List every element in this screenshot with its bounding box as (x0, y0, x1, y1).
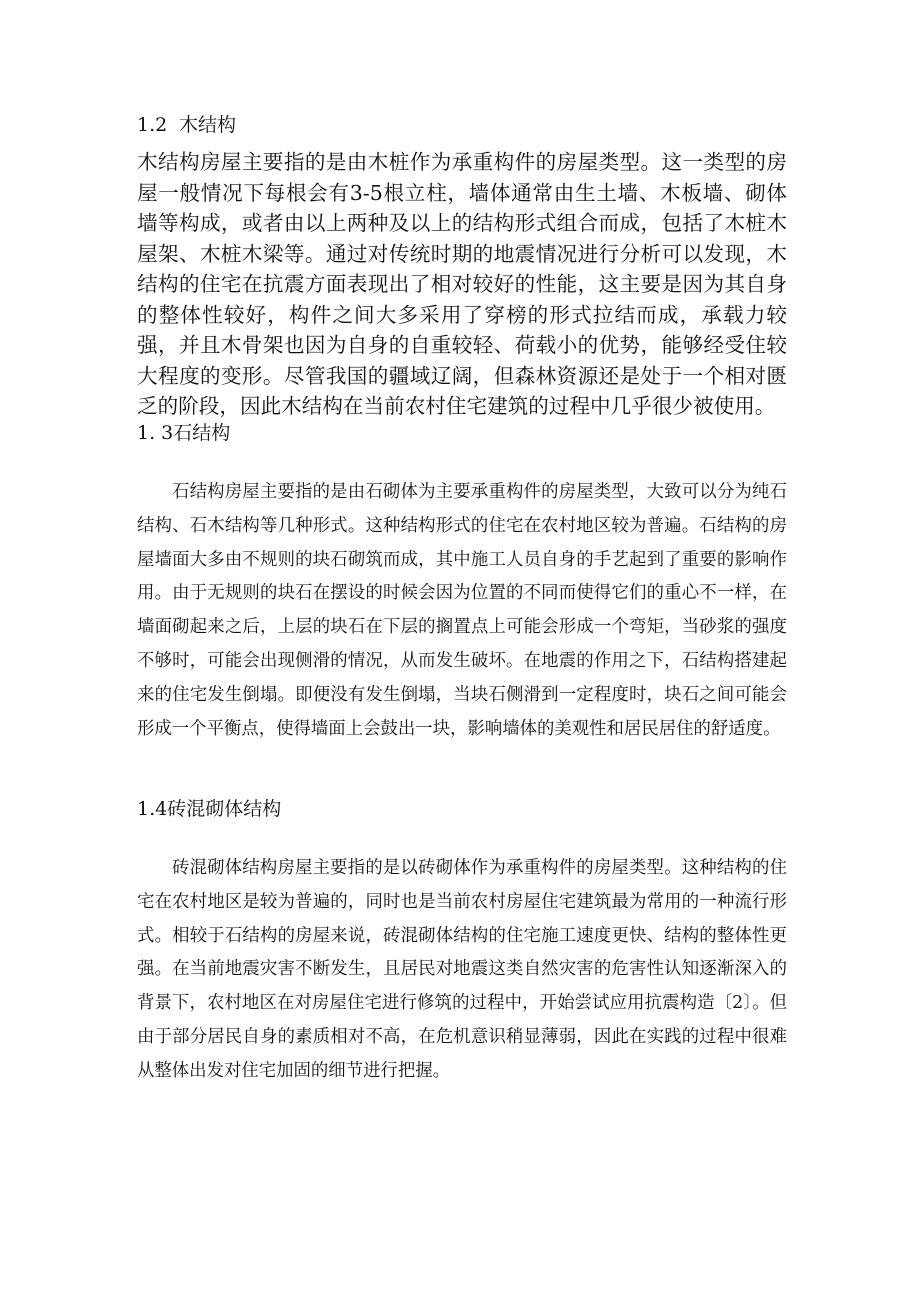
section-title: 木结构 (179, 114, 237, 136)
section-title: 砖混砌体结构 (167, 798, 282, 820)
section-body-1-3: 石结构房屋主要指的是由石砌体为主要承重构件的房屋类型，大致可以分为纯石结构、石木结构等几种形式。这种结构形式的住宅在农村地区较为普遍。石结构的房屋墙面大多由不规则的块石砌筑而成，其中施工人员自身的手艺起到了重要的影响作用。由于无规则的块石在摆设的时候会因为位置的不同而使得它们的重心不一样，在墙面砌起来之后，上层的块石在下层的搁置点上可能会形成一个弯矩，当砂浆的强度不够时，可能会出现侧滑的情况，从而发生破坏。在地震的作用之下，石结构搭建起来的住宅发生倒塌。即便没有发生倒塌，当块石侧滑到一定程度时，块石之间可能会形成一个平衡点，使得墙面上会鼓出一块，影响墙体的美观性和居民居住的舒适度。 (137, 482, 787, 739)
section-body-1-2: 木结构房屋主要指的是由木桩作为承重构件的房屋类型。这一类型的房屋一般情况下每根会有3-5根立柱，墙体通常由生土墙、木板墙、砌体墙等构成，或者由以上两种及以上的结构形式组合而成，包括了木桩木屋架、木桩木梁等。通过对传统时期的地震情况进行分析可以发现，木结构的住宅在抗震方面表现出了相对较好的性能，这主要是因为其自身的整体性较好，构件之间大多采用了穿榜的形式拉结而成，承载力较强，并且木骨架也因为自身的自重较轻、荷载小的优势，能够经受住较大程度的变形。尽管我国的疆域辽阔，但森林资源还是处于一个相对匮乏的阶段，因此木结构在当前农村住宅建筑的过程中几乎很少被使用。 (137, 150, 787, 418)
section-heading-1-4 (137, 797, 281, 821)
section-number: 1. 3 (137, 422, 174, 444)
section-heading-1-3 (137, 421, 230, 445)
section-body-1-4: 砖混砌体结构房屋主要指的是以砖砌体作为承重构件的房屋类型。这种结构的住宅在农村地区是较为普遍的，同时也是当前农村房屋住宅建筑最为常用的一种流行形式。相较于石结构的房屋来说，砖混砌体结构的住宅施工速度更快、结构的整体性更强。在当前地震灾害不断发生，且居民对地震这类自然灾害的危害性认知逐渐深入的背景下，农村地区在对房屋住宅进行修筑的过程中，开始尝试应用抗震构造〔2〕。但由于部分居民自身的素质相对不高，在危机意识稍显薄弱，因此在实践的过程中很难从整体出发对住宅加固的细节进行把握。 (137, 858, 787, 1081)
section-number: 1.2 (137, 114, 168, 136)
section-heading-1-2 (137, 113, 236, 137)
section-number: 1.4 (137, 798, 168, 820)
section-title: 石结构 (173, 422, 231, 444)
